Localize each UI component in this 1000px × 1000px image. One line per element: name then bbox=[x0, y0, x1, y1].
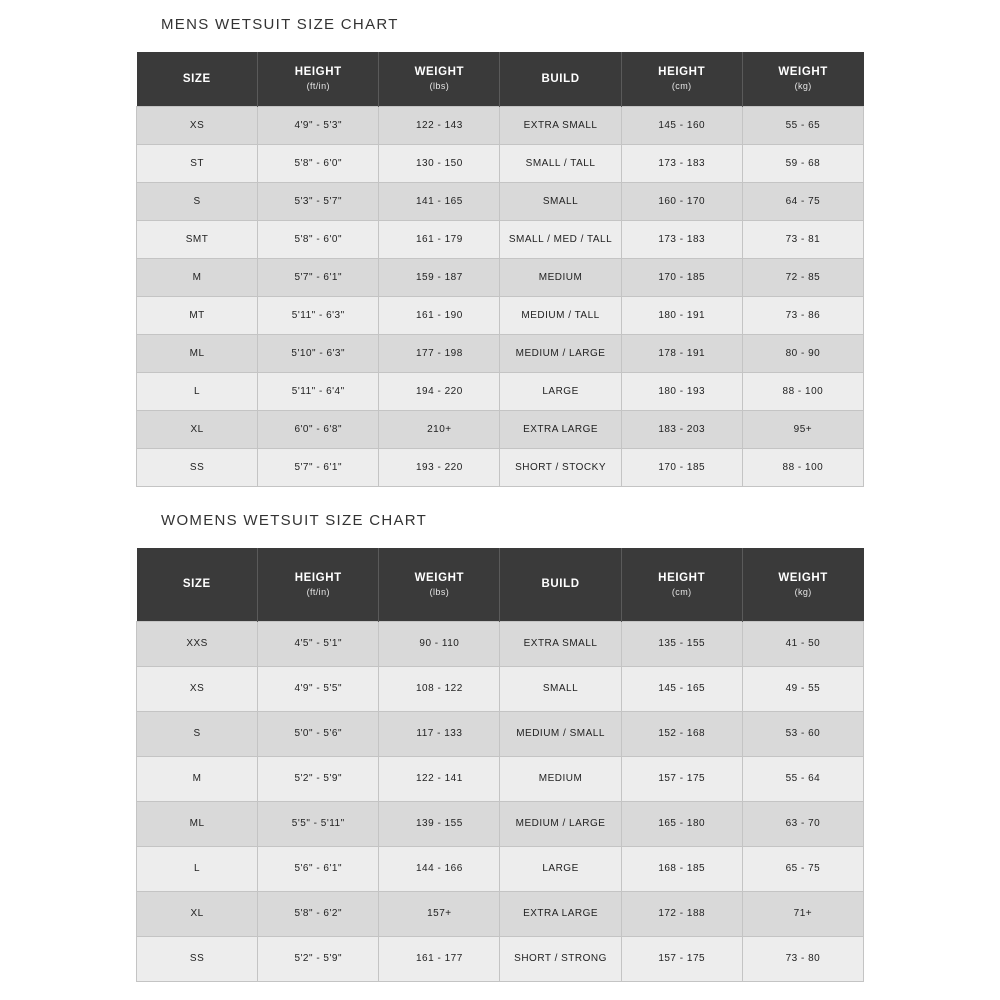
table-cell: 157+ bbox=[379, 891, 500, 936]
table-cell: MT bbox=[137, 296, 258, 334]
column-header bbox=[621, 52, 742, 106]
table-cell: 5'2" - 5'9" bbox=[258, 936, 379, 981]
table-cell: 180 - 191 bbox=[621, 296, 742, 334]
table-cell: 144 - 166 bbox=[379, 846, 500, 891]
table-cell: 108 - 122 bbox=[379, 666, 500, 711]
table-cell: 161 - 190 bbox=[379, 296, 500, 334]
table-cell: 165 - 180 bbox=[621, 801, 742, 846]
table-cell: 5'8" - 6'0" bbox=[258, 220, 379, 258]
table-cell: 55 - 64 bbox=[742, 756, 863, 801]
table-cell: 172 - 188 bbox=[621, 891, 742, 936]
table-cell: ML bbox=[137, 801, 258, 846]
table-cell: 178 - 191 bbox=[621, 334, 742, 372]
column-header-label: WEIGHT bbox=[778, 66, 828, 79]
table-row bbox=[137, 621, 864, 666]
table-row bbox=[137, 448, 864, 486]
column-header bbox=[742, 548, 863, 621]
table-cell: 160 - 170 bbox=[621, 182, 742, 220]
table-cell: 53 - 60 bbox=[742, 711, 863, 756]
table-cell: S bbox=[137, 711, 258, 756]
table-row bbox=[137, 711, 864, 756]
table-cell: 135 - 155 bbox=[621, 621, 742, 666]
column-header-unit: (lbs) bbox=[429, 586, 450, 597]
column-header bbox=[137, 548, 258, 621]
table-cell: M bbox=[137, 258, 258, 296]
table-cell: MEDIUM / SMALL bbox=[500, 711, 621, 756]
table-cell: 117 - 133 bbox=[379, 711, 500, 756]
table-cell: 5'0" - 5'6" bbox=[258, 711, 379, 756]
column-header-label: WEIGHT bbox=[778, 571, 828, 584]
table-cell: MEDIUM / LARGE bbox=[500, 801, 621, 846]
table-row bbox=[137, 220, 864, 258]
table-cell: XS bbox=[137, 666, 258, 711]
table-cell: 59 - 68 bbox=[742, 144, 863, 182]
table-cell: XL bbox=[137, 410, 258, 448]
column-header-label: HEIGHT bbox=[658, 66, 706, 79]
table-header-row bbox=[137, 548, 864, 621]
table-cell: MEDIUM bbox=[500, 756, 621, 801]
column-header bbox=[500, 548, 621, 621]
table-row bbox=[137, 666, 864, 711]
column-header bbox=[621, 548, 742, 621]
table-row bbox=[137, 258, 864, 296]
table-cell: 5'5" - 5'11" bbox=[258, 801, 379, 846]
table-cell: 170 - 185 bbox=[621, 448, 742, 486]
table-row bbox=[137, 334, 864, 372]
table-cell: 63 - 70 bbox=[742, 801, 863, 846]
column-header-unit: (lbs) bbox=[429, 81, 450, 92]
table-cell: ML bbox=[137, 334, 258, 372]
table-cell: SS bbox=[137, 936, 258, 981]
table-cell: 5'2" - 5'9" bbox=[258, 756, 379, 801]
column-header bbox=[379, 52, 500, 106]
table-cell: 122 - 141 bbox=[379, 756, 500, 801]
table-cell: 193 - 220 bbox=[379, 448, 500, 486]
table-row bbox=[137, 801, 864, 846]
table-cell: 49 - 55 bbox=[742, 666, 863, 711]
table-cell: M bbox=[137, 756, 258, 801]
table-cell: MEDIUM / TALL bbox=[500, 296, 621, 334]
table-cell: XS bbox=[137, 106, 258, 144]
column-header-label: SIZE bbox=[182, 72, 211, 85]
table-cell: 141 - 165 bbox=[379, 182, 500, 220]
table-cell: 71+ bbox=[742, 891, 863, 936]
table-cell: 80 - 90 bbox=[742, 334, 863, 372]
table-cell: LARGE bbox=[500, 372, 621, 410]
table-cell: 95+ bbox=[742, 410, 863, 448]
table-header-row bbox=[137, 52, 864, 106]
table-row bbox=[137, 182, 864, 220]
table-cell: 194 - 220 bbox=[379, 372, 500, 410]
table-body bbox=[137, 621, 864, 981]
table-cell: 145 - 165 bbox=[621, 666, 742, 711]
table-cell: 73 - 86 bbox=[742, 296, 863, 334]
table-cell: 64 - 75 bbox=[742, 182, 863, 220]
table-cell: 157 - 175 bbox=[621, 756, 742, 801]
column-header-unit: (kg) bbox=[794, 586, 812, 597]
womens-size-table bbox=[136, 548, 864, 982]
column-header-unit: (cm) bbox=[671, 81, 692, 92]
table-cell: L bbox=[137, 846, 258, 891]
table-cell: SMT bbox=[137, 220, 258, 258]
table-cell: S bbox=[137, 182, 258, 220]
table-row bbox=[137, 144, 864, 182]
table-cell: 5'6" - 6'1" bbox=[258, 846, 379, 891]
table-cell: 161 - 179 bbox=[379, 220, 500, 258]
table-body bbox=[137, 106, 864, 486]
table-cell: 73 - 81 bbox=[742, 220, 863, 258]
table-cell: 170 - 185 bbox=[621, 258, 742, 296]
table-cell: LARGE bbox=[500, 846, 621, 891]
column-header-label: WEIGHT bbox=[414, 571, 465, 584]
column-header bbox=[258, 52, 379, 106]
table-cell: 173 - 183 bbox=[621, 144, 742, 182]
column-header-label: SIZE bbox=[182, 578, 211, 591]
column-header bbox=[379, 548, 500, 621]
table-cell: XL bbox=[137, 891, 258, 936]
column-header-unit: (cm) bbox=[671, 586, 692, 597]
table-cell: 6'0" - 6'8" bbox=[258, 410, 379, 448]
mens-chart-title: MENS WETSUIT SIZE CHART bbox=[161, 16, 399, 33]
table-cell: 145 - 160 bbox=[621, 106, 742, 144]
table-cell: EXTRA LARGE bbox=[500, 891, 621, 936]
column-header-label: HEIGHT bbox=[658, 571, 706, 584]
column-header bbox=[500, 52, 621, 106]
table-cell: 139 - 155 bbox=[379, 801, 500, 846]
table-cell: SMALL bbox=[500, 666, 621, 711]
table-cell: 183 - 203 bbox=[621, 410, 742, 448]
table-cell: 122 - 143 bbox=[379, 106, 500, 144]
table-row bbox=[137, 756, 864, 801]
table-row bbox=[137, 296, 864, 334]
table-cell: 65 - 75 bbox=[742, 846, 863, 891]
table-cell: 5'10" - 6'3" bbox=[258, 334, 379, 372]
table-cell: SHORT / STRONG bbox=[500, 936, 621, 981]
table-cell: XXS bbox=[137, 621, 258, 666]
table-cell: SHORT / STOCKY bbox=[500, 448, 621, 486]
table-cell: 152 - 168 bbox=[621, 711, 742, 756]
table-cell: ST bbox=[137, 144, 258, 182]
table-cell: 5'3" - 5'7" bbox=[258, 182, 379, 220]
table-cell: 210+ bbox=[379, 410, 500, 448]
table-cell: 55 - 65 bbox=[742, 106, 863, 144]
column-header-unit: (ft/in) bbox=[306, 586, 330, 597]
table-cell: 157 - 175 bbox=[621, 936, 742, 981]
table-cell: 4'9" - 5'5" bbox=[258, 666, 379, 711]
table-cell: L bbox=[137, 372, 258, 410]
mens-size-table bbox=[136, 52, 864, 487]
table-cell: 5'8" - 6'0" bbox=[258, 144, 379, 182]
table-cell: 90 - 110 bbox=[379, 621, 500, 666]
column-header bbox=[258, 548, 379, 621]
table-cell: 4'9" - 5'3" bbox=[258, 106, 379, 144]
column-header-unit: (kg) bbox=[794, 81, 812, 92]
table-cell: SMALL / TALL bbox=[500, 144, 621, 182]
table-cell: 168 - 185 bbox=[621, 846, 742, 891]
table-row bbox=[137, 891, 864, 936]
column-header-unit: (ft/in) bbox=[306, 81, 330, 92]
table-cell: 130 - 150 bbox=[379, 144, 500, 182]
table-cell: 5'11" - 6'4" bbox=[258, 372, 379, 410]
table-row bbox=[137, 106, 864, 144]
table-cell: 173 - 183 bbox=[621, 220, 742, 258]
table-cell: EXTRA SMALL bbox=[500, 621, 621, 666]
table-cell: 5'11" - 6'3" bbox=[258, 296, 379, 334]
table-cell: 88 - 100 bbox=[742, 372, 863, 410]
table-cell: MEDIUM / LARGE bbox=[500, 334, 621, 372]
table-cell: SS bbox=[137, 448, 258, 486]
table-row bbox=[137, 372, 864, 410]
table-cell: 41 - 50 bbox=[742, 621, 863, 666]
column-header-label: WEIGHT bbox=[414, 66, 465, 79]
table-cell: 5'7" - 6'1" bbox=[258, 258, 379, 296]
table-cell: 161 - 177 bbox=[379, 936, 500, 981]
table-cell: 177 - 198 bbox=[379, 334, 500, 372]
table-cell: EXTRA SMALL bbox=[500, 106, 621, 144]
column-header bbox=[137, 52, 258, 106]
table-cell: 4'5" - 5'1" bbox=[258, 621, 379, 666]
column-header-label: BUILD bbox=[541, 578, 580, 591]
table-row bbox=[137, 410, 864, 448]
table-cell: 159 - 187 bbox=[379, 258, 500, 296]
column-header-label: BUILD bbox=[541, 72, 580, 85]
column-header-label: HEIGHT bbox=[294, 66, 342, 79]
table-cell: 5'8" - 6'2" bbox=[258, 891, 379, 936]
table-cell: 5'7" - 6'1" bbox=[258, 448, 379, 486]
column-header-label: HEIGHT bbox=[294, 571, 342, 584]
table-cell: 72 - 85 bbox=[742, 258, 863, 296]
table-cell: SMALL / MED / TALL bbox=[500, 220, 621, 258]
table-cell: EXTRA LARGE bbox=[500, 410, 621, 448]
table-cell: 180 - 193 bbox=[621, 372, 742, 410]
table-cell: 73 - 80 bbox=[742, 936, 863, 981]
womens-chart-title: WOMENS WETSUIT SIZE CHART bbox=[161, 512, 428, 529]
table-cell: SMALL bbox=[500, 182, 621, 220]
table-row bbox=[137, 846, 864, 891]
column-header bbox=[742, 52, 863, 106]
table-row bbox=[137, 936, 864, 981]
table-cell: MEDIUM bbox=[500, 258, 621, 296]
table-cell: 88 - 100 bbox=[742, 448, 863, 486]
